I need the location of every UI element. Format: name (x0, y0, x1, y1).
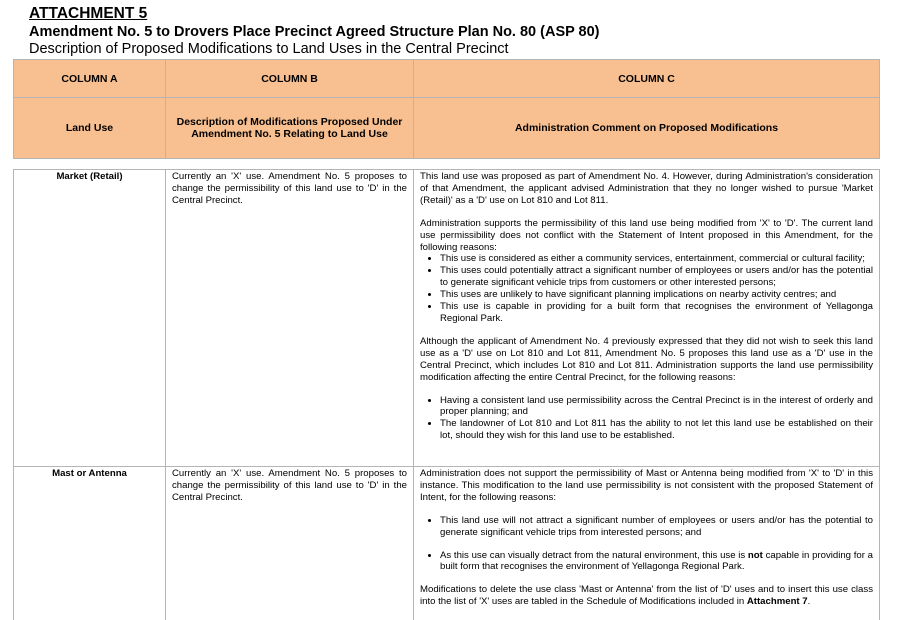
list-item (440, 550, 873, 574)
table-row (14, 170, 880, 467)
list-item: • This uses could potentially attract a significant number of employees or users and/or has the potential to generate significant vehicle trips from customers or other interested persons; (440, 265, 873, 289)
reasons-list (420, 515, 873, 574)
list-item: • The landowner of Lot 810 and Lot 811 has the ability to not let this land use be established on their lot, should they wish for this land use to be established. (440, 418, 873, 442)
paragraph-text: . (808, 596, 811, 607)
list-item: • This uses are unlikely to have significant planning implications on nearby activity centres; and (440, 289, 873, 301)
list-item: • Having a consistent land use permissibility across the Central Precinct is in the interest of orderly and proper planning; and (440, 395, 873, 419)
comment-paragraph (420, 584, 873, 608)
bullet-text: As this use can visually detract from the natural environment, this use is (440, 550, 748, 561)
column-b-heading: Description of Modifications Proposed Under Amendment No. 5 Relating to Land Use (166, 98, 414, 159)
table-row (14, 467, 880, 620)
reasons-list (420, 253, 873, 324)
comment-paragraph: This land use was proposed as part of Amendment No. 4. However, during Administration's consideration of that Amendment, the applicant advised Administration that they no longer wished to pursue 'Market (Retail)' as a 'D' use on Lot 810 and Lot 811. (420, 171, 873, 207)
land-use-table (13, 169, 880, 620)
emphasis-text: not (748, 550, 763, 561)
title-block (29, 5, 879, 58)
bullet-text: capable in providing for a built form that recognises the environment of Yellagonga Regional Park. (440, 550, 873, 573)
attachment-reference: Attachment 7 (747, 596, 808, 607)
paragraph-text: Modifications to delete the use class 'Mast or Antenna' from the list of 'D' uses and to insert this use class into the list of 'X' uses are tabled in the Schedule of Modifications included in (420, 584, 873, 607)
attachment-label: ATTACHMENT 5 (29, 5, 879, 23)
list-item: • This use is considered as either a community services, entertainment, commercial or cultural facility; (440, 253, 873, 265)
column-c-heading: Administration Comment on Proposed Modifications (414, 98, 880, 159)
column-b-label: COLUMN B (166, 60, 414, 98)
comment-paragraph: Although the applicant of Amendment No. 4 previously expressed that they did not wish to seek this land use as a 'D' use on Lot 810 and Lot 811, Amendment No. 5 proposes this land use as a 'D' use in the Central Precinct, which includes Lot 810 and Lot 811. Administration supports the land use permissibility modification affecting the entire Central Precinct, for the following reasons: (420, 336, 873, 384)
comment-paragraph: Administration supports the permissibility of this land use being modified from 'X' to 'D'. The current land use permissibility does not conflict with the Statement of Intent proposed in this Amendment, for the following reasons: (420, 218, 873, 254)
reasons-list (420, 395, 873, 443)
amendment-title: Amendment No. 5 to Drovers Place Precinct Agreed Structure Plan No. 80 (ASP 80) (29, 23, 879, 41)
modification-description-cell: Currently an 'X' use. Amendment No. 5 proposes to change the permissibility of this land use to 'D' in the Central Precinct. (166, 467, 414, 620)
column-header-table (13, 59, 880, 159)
modification-description-cell: Currently an 'X' use. Amendment No. 5 proposes to change the permissibility of this land use to 'D' in the Central Precinct. (166, 170, 414, 467)
list-item: • This land use will not attract a significant number of employees or users and/or has the potential to generate significant vehicle trips from interested persons; and (440, 515, 873, 539)
comment-paragraph: Administration does not support the permissibility of Mast or Antenna being modified from 'X' to 'D' in this instance. This modification to the land use permissibility is not consistent with the proposed Statement of Intent, for the following reasons: (420, 468, 873, 504)
land-use-cell: Mast or Antenna (14, 467, 166, 620)
column-a-label: COLUMN A (14, 60, 166, 98)
land-use-cell: Market (Retail) (14, 170, 166, 467)
administration-comment-cell (414, 170, 880, 467)
administration-comment-cell (414, 467, 880, 620)
column-c-label: COLUMN C (414, 60, 880, 98)
column-a-heading: Land Use (14, 98, 166, 159)
document-description: Description of Proposed Modifications to Land Uses in the Central Precinct (29, 41, 879, 58)
list-item: • This use is capable in providing for a built form that recognises the environment of Yellagonga Regional Park. (440, 301, 873, 325)
